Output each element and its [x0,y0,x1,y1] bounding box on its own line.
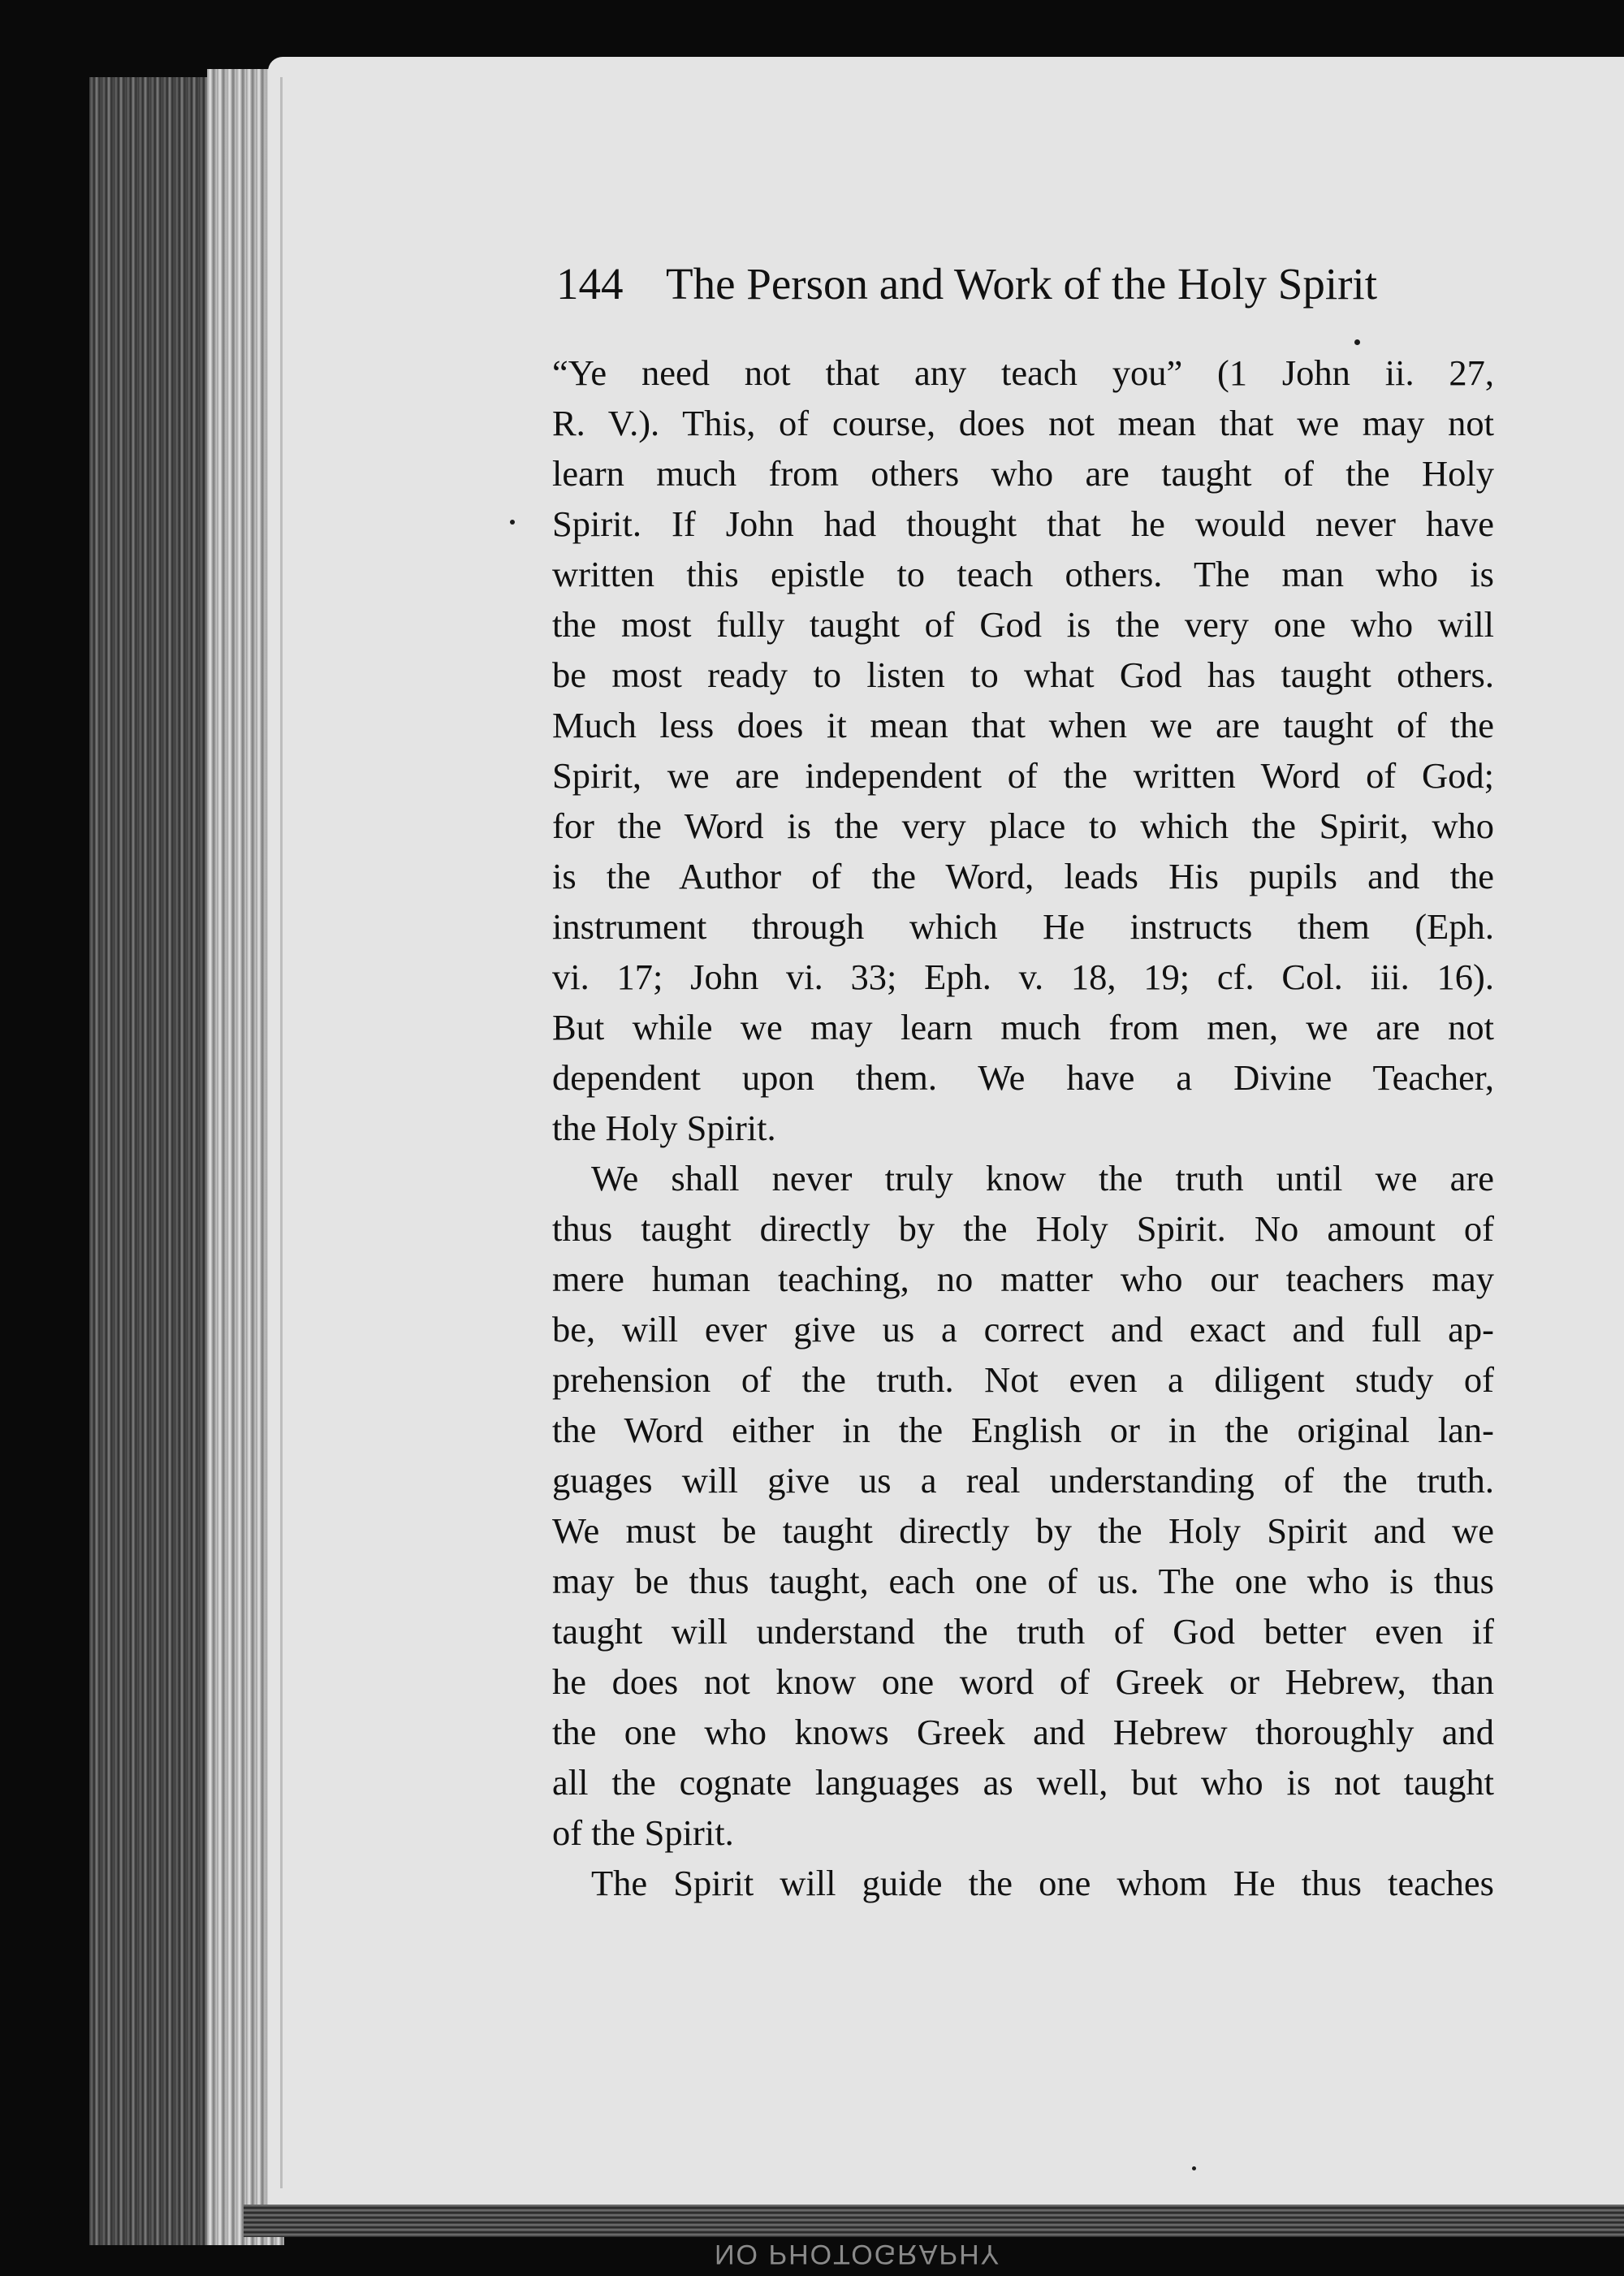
text-line: Spirit, we are independent of the written Word of God; [552,755,1494,796]
text-line: of the Spirit. [552,1812,734,1853]
text-line: taught will understand the truth of God better even if [552,1611,1494,1652]
text-line: the one who knows Greek and Hebrew thoroughly and [552,1712,1494,1752]
text-line: “Ye need not that any teach you” (1 John ii. 27, [552,352,1494,393]
text-line: prehension of the truth. Not even a diligent study of [552,1359,1494,1400]
text-line: thus taught directly by the Holy Spirit. No amount of [552,1208,1494,1249]
text-line: vi. 17; John vi. 33; Eph. v. 18, 19; cf. Col. iii. 16). [552,957,1494,997]
text-line: the Word either in the English or in the original lan- [552,1410,1494,1450]
text-line: R. V.). This, of course, does not mean that we may not [552,403,1494,443]
text-line: instrument through which He instructs them (Eph. [552,906,1494,947]
text-line: We shall never truly know the truth until we are [591,1158,1494,1198]
text-line: the most fully taught of God is the very one who will [552,604,1494,645]
mirrored-stamp: NO PHOTOGRAPHY [715,2239,1001,2270]
running-header [556,258,1490,323]
text-line: Much less does it mean that when we are taught of the [552,705,1494,745]
text-line: guages will give us a real understanding of the truth. [552,1460,1494,1501]
page-bottom-edge [244,2205,1624,2237]
text-line: dependent upon them. We have a Divine Teacher, [552,1057,1494,1098]
running-title: The Person and Work of the Holy Spirit [666,259,1377,309]
text-line: may be thus taught, each one of us. The one who is thus [552,1561,1494,1601]
text-line: all the cognate languages as well, but who is not taught [552,1762,1494,1803]
text-line: be, will ever give us a correct and exact and full ap- [552,1309,1494,1350]
text-line: We must be taught directly by the Holy Spirit and we [552,1510,1494,1551]
body-text [552,348,1494,1908]
text-line: is the Author of the Word, leads His pupils and the [552,856,1494,896]
dust-speck [1354,339,1360,345]
text-line: for the Word is the very place to which the Spirit, who [552,805,1494,846]
text-line: Spirit. If John had thought that he would never have [552,503,1494,544]
text-line: But while we may learn much from men, we are not [552,1007,1494,1047]
text-line: mere human teaching, no matter who our teachers may [552,1259,1494,1299]
text-line: The Spirit will guide the one whom He thus teaches [591,1863,1494,1903]
text-line: he does not know one word of Greek or Hebrew, than [552,1661,1494,1702]
text-line: be most ready to listen to what God has taught others. [552,654,1494,695]
text-line: learn much from others who are taught of the Holy [552,453,1494,494]
text-line: the Holy Spirit. [552,1108,776,1148]
dust-speck [510,520,515,525]
text-line: written this epistle to teach others. The man who is [552,554,1494,594]
page-number: 144 [556,259,624,309]
dust-speck [1192,2166,1196,2170]
